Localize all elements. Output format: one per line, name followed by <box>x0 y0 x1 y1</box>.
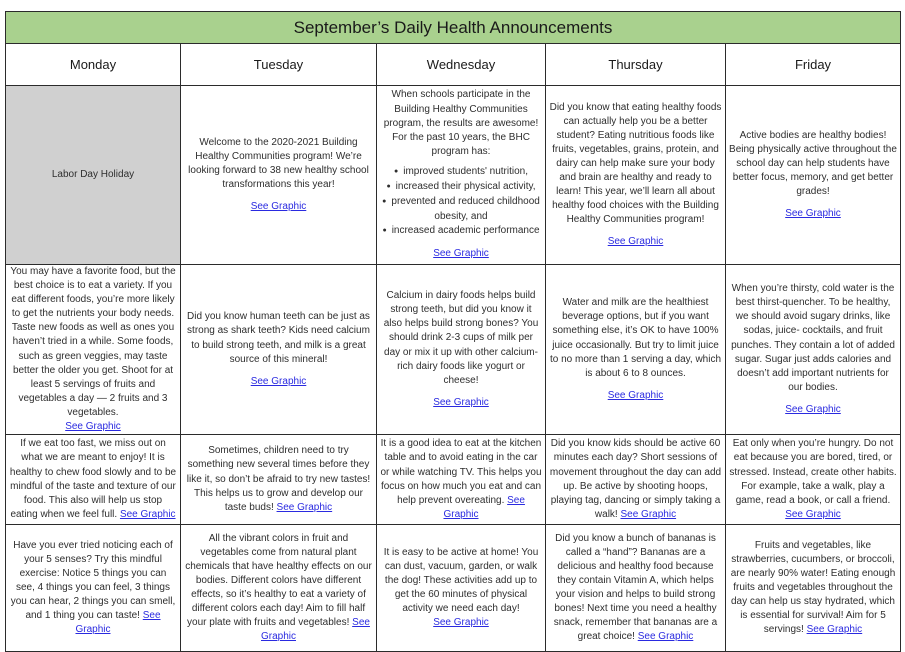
results-list-item: ● improved students' nutrition, <box>380 165 542 180</box>
announcement-cell-thursday <box>546 265 726 435</box>
announcement-text: If we eat too fast, we miss out on what we are meant to enjoy! It is healthy to chew food slowly and to be mindful of the taste and texture of our food. This also will help us stop eating when we feel full. <box>9 438 177 520</box>
day-header-wednesday: Wednesday <box>377 44 546 86</box>
title-row <box>6 12 901 44</box>
week-row <box>6 525 901 652</box>
see-graphic-link[interactable]: See Graphic <box>433 248 489 260</box>
announcement-text: Did you know a bunch of bananas is called a “hand”? Bananas are a delicious and healthy food because they contain Vitamin A, which helps your vision and helps to build strong bones! Next time you need a healthy snack, remember that bananas are a great choice! <box>553 532 718 643</box>
announcement-cell-thursday <box>546 525 726 652</box>
results-list-item: ● increased academic performance <box>380 224 542 239</box>
week-row <box>6 435 901 525</box>
see-graphic-link[interactable]: See Graphic <box>607 236 664 248</box>
announcement-text: Welcome to the 2020-2021 Building Healthy Communities program! We’re looking forward to 38 new healthy school transformations this year! <box>188 136 369 191</box>
day-header-friday: Friday <box>726 44 901 86</box>
announcement-cell-tuesday <box>181 86 377 265</box>
announcement-cell-thursday <box>546 86 726 265</box>
announcement-text: Have you ever tried noticing each of your 5 senses? Try this mindful exercise: Notice 5 things you can see, 4 things you can feel, 3 things you can hear, 2 things you can smell, and 1 thing you can taste! <box>10 539 176 622</box>
see-graphic-link[interactable]: See Graphic <box>260 617 370 643</box>
spacer <box>184 192 373 200</box>
spacer <box>184 367 373 375</box>
announcement-text: It is easy to be active at home! You can dust, vacuum, garden, or walk the dog! These activities add up to get the 60 minutes of physical activity we need each day! <box>383 546 539 615</box>
day-header-monday: Monday <box>6 44 181 86</box>
week-row <box>6 265 901 435</box>
announcement-text: Eat only when you’re hungry. Do not eat because you are bored, tired, or stressed. Instead, create other habits. For example, take a walk, play a game, read a book, or call a friend. <box>729 438 897 506</box>
see-graphic-link[interactable]: See Graphic <box>250 201 307 213</box>
announcement-text: When you’re thirsty, cold water is the best thirst-quencher. To be healthy, we should avoid sugary drinks, like sodas, juice- cocktails, and fruit punches. They contain a lot of added sugar. Sugar just adds calories and doesn’t add important nutrients for our bodies. <box>731 283 895 393</box>
calendar-title: September’s Daily Health Announcements <box>6 12 901 44</box>
announcement-text: When schools participate in the Building Healthy Communities program, the results are awesome! For the past 10 years, the BHC program has: <box>383 89 539 157</box>
holiday-cell <box>6 86 181 265</box>
results-list <box>380 165 542 239</box>
announcement-text: Did you know human teeth can be just as strong as shark teeth? Kids need calcium to build strong teeth, and milk is a great source of this mineral! <box>187 311 370 365</box>
calendar-body <box>6 86 901 652</box>
announcement-cell-friday <box>726 86 901 265</box>
see-graphic-link[interactable]: See Graphic <box>276 501 333 513</box>
spacer <box>729 199 897 207</box>
see-graphic-link[interactable]: See Graphic <box>785 208 841 220</box>
announcement-text: Sometimes, children need to try something new several times before they like it, so don’t be afraid to try new tastes! This helps us to grow and develop our taste buds! <box>186 445 371 513</box>
announcement-cell-monday <box>6 265 181 435</box>
day-header-row <box>6 44 901 86</box>
spacer <box>549 381 722 389</box>
spacer <box>729 395 897 403</box>
spacer <box>380 239 542 247</box>
see-graphic-link[interactable]: See Graphic <box>75 610 161 636</box>
announcement-text: Active bodies are healthy bodies! Being physically active throughout the school day can help students have better focus, memory, and get better grades! <box>729 129 897 198</box>
spacer <box>380 388 542 396</box>
day-header-tuesday: Tuesday <box>181 44 377 86</box>
announcement-text: You may have a favorite food, but the best choice is to eat a variety. If you eat different foods, you’re more likely to get the nutrients your body needs. Taste new foods as well as ones you haven’t tried in a while. Some foods, such as green veggies, may taste better the older you get. Shoot for at least 5 servings of fruits and vegetables a day — 2 fruits and 3 vegetables. <box>10 266 176 418</box>
announcement-cell-monday <box>6 525 181 652</box>
announcement-cell-wednesday <box>377 265 546 435</box>
announcement-text: Did you know kids should be active 60 minutes each day? Short sessions of movement throughout the day can add up. Be active by shooting hoops, playing tag, dancing or simply taking a walk! <box>549 438 722 520</box>
see-graphic-link[interactable]: See Graphic <box>620 508 677 520</box>
see-graphic-link[interactable]: See Graphic <box>785 403 841 415</box>
see-graphic-link[interactable]: See Graphic <box>65 421 121 433</box>
week-row <box>6 86 901 265</box>
announcement-cell-wednesday <box>377 86 546 265</box>
announcement-cell-friday <box>726 525 901 652</box>
spacer <box>549 227 722 235</box>
see-graphic-link[interactable]: See Graphic <box>637 631 694 643</box>
see-graphic-link[interactable]: See Graphic <box>443 494 525 520</box>
announcement-cell-wednesday <box>377 435 546 525</box>
announcement-cell-tuesday <box>181 525 377 652</box>
see-graphic-link[interactable]: See Graphic <box>433 396 489 408</box>
announcement-cell-friday <box>726 265 901 435</box>
announcement-text: Fruits and vegetables, like strawberries, cucumbers, or broccoli, are nearly 90% water! Eating enough fruits and vegetables throughout the day can help us stay hydrated, which is essential for survival! Aim for 5 servings! <box>730 539 896 636</box>
see-graphic-link[interactable]: See Graphic <box>119 508 176 520</box>
announcement-text: All the vibrant colors in fruit and vegetables come from natural plant chemicals that have healthy effects on our bodies. Different colors have different effects, so it’s healthy to eat a variety of different colors each day! Aim to fill half your plate with fruits and vegetables! <box>185 532 372 629</box>
announcement-text: It is a good idea to eat at the kitchen table and to avoid eating in the car or while watching TV. This helps you focus on how much you eat and can help prevent overeating. <box>380 438 542 506</box>
announcement-cell-tuesday <box>181 265 377 435</box>
announcement-cell-wednesday <box>377 525 546 652</box>
see-graphic-link[interactable]: See Graphic <box>785 508 841 520</box>
see-graphic-link[interactable]: See Graphic <box>607 389 664 401</box>
announcement-cell-tuesday <box>181 435 377 525</box>
announcement-text: Did you know that eating healthy foods can actually help you be a better student? Eating nutritious foods like fruits, vegetables, grains, protein, and dairy can help make sure your body and brain are healthy and ready to learn! This year, we’ll learn all about healthy food choices with the Building Healthy Communities program! <box>549 101 722 226</box>
announcement-text: Calcium in dairy foods helps build strong teeth, but did you know it also helps build strong bones? You should drink 2-3 cups of milk per day or mix it up with other calcium-rich dairy foods like yogurt or cheese! <box>383 290 539 386</box>
announcement-cell-thursday <box>546 435 726 525</box>
holiday-label: Labor Day Holiday <box>51 168 135 180</box>
results-list-item: ● increased their physical activity, <box>380 180 542 195</box>
results-list-item: ● prevented and reduced childhood obesity, and <box>380 195 542 224</box>
see-graphic-link[interactable]: See Graphic <box>250 375 307 387</box>
day-header-thursday: Thursday <box>546 44 726 86</box>
announcement-cell-monday <box>6 435 181 525</box>
announcement-text: Water and milk are the healthiest beverage options, but if you want something else, it’s OK to have 100% juice occasionally. But try to limit juice to no more than 1 serving a day, which is about 6 to 8 ounces. <box>549 297 722 379</box>
announcements-calendar <box>5 11 901 652</box>
announcement-cell-friday <box>726 435 901 525</box>
see-graphic-link[interactable]: See Graphic <box>806 624 863 636</box>
see-graphic-link[interactable]: See Graphic <box>433 617 489 629</box>
